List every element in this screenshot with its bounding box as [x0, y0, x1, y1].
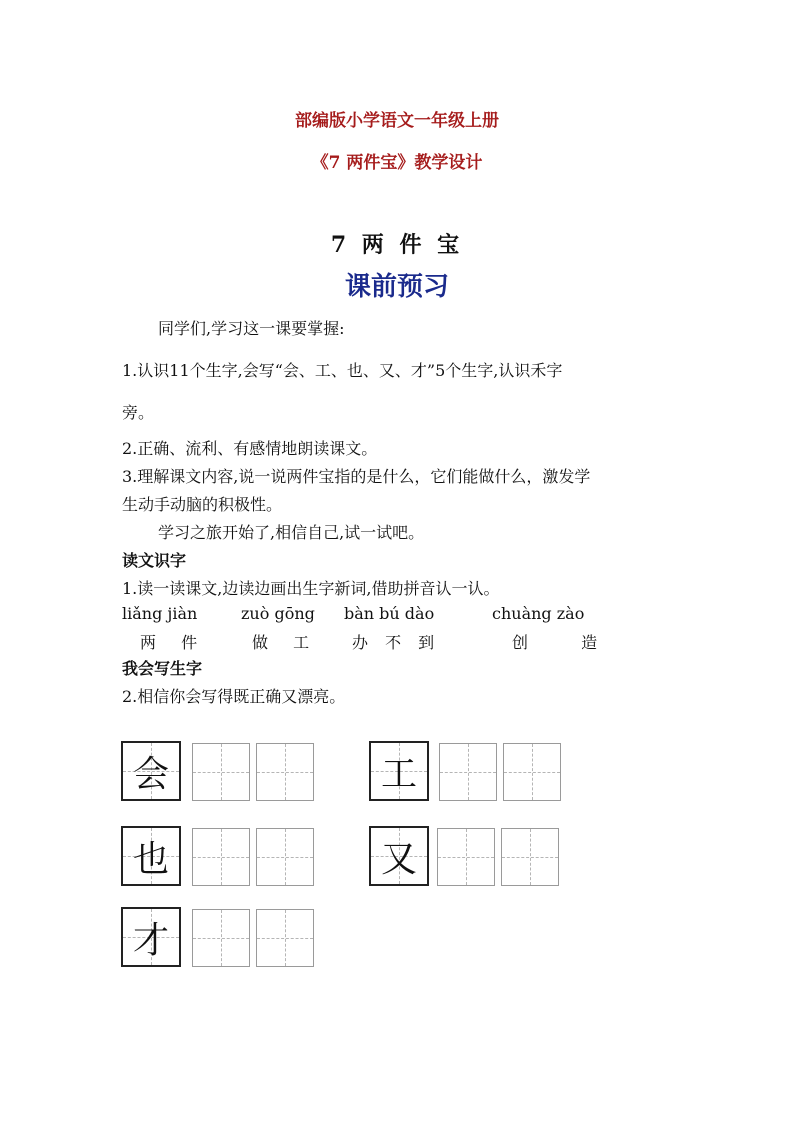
hanzi-zuo-gong: 做 工 — [252, 633, 320, 652]
model-box-gong — [369, 741, 429, 801]
model-box-ye — [121, 826, 181, 886]
practice-box[interactable] — [192, 743, 250, 801]
hanzi-liang-jian: 两 件 — [140, 633, 208, 652]
model-char-gong: 工 — [380, 753, 417, 795]
goal-3-line1: 3.理解课文内容,说一说两件宝指的是什么，它们能做什么，激发学 — [122, 467, 591, 486]
practice-box[interactable] — [501, 828, 559, 886]
model-char-ye: 也 — [132, 838, 169, 880]
practice-box[interactable] — [192, 828, 250, 886]
practice-box[interactable] — [503, 743, 561, 801]
reading-instruction: 1.读一读课文,边读边画出生字新词,借助拼音认一认。 — [122, 579, 500, 598]
practice-box[interactable] — [192, 909, 250, 967]
model-box-hui — [121, 741, 181, 801]
practice-box[interactable] — [256, 909, 314, 967]
model-char-you: 又 — [380, 838, 417, 880]
model-box-cai — [121, 907, 181, 967]
intro-text: 同学们,学习这一课要掌握: — [158, 319, 345, 338]
model-box-you — [369, 826, 429, 886]
lesson-title: 7 两 件 宝 — [330, 232, 464, 258]
model-char-cai: 才 — [132, 919, 169, 961]
reading-heading: 读文识字 — [122, 551, 187, 570]
practice-box[interactable] — [437, 828, 495, 886]
practice-box[interactable] — [256, 743, 314, 801]
section-title: 课前预习 — [344, 272, 449, 302]
practice-box[interactable] — [439, 743, 497, 801]
writing-instruction: 2.相信你会写得既正确又漂亮。 — [122, 687, 346, 706]
goal-2: 2.正确、流利、有感情地朗读课文。 — [122, 439, 378, 458]
pinyin-zuo-gong: zuò gōng — [241, 604, 315, 623]
goal-1-line2: 旁。 — [122, 403, 155, 422]
practice-box[interactable] — [256, 828, 314, 886]
writing-heading: 我会写生字 — [122, 659, 203, 678]
document-header-line2: 《7 两件宝》教学设计 — [311, 153, 483, 173]
goal-1-line1: 1.认识11个生字,会写“会、工、也、又、才”5个生字,认识禾字 — [122, 361, 563, 380]
hanzi-chuang-zao: 创 造 — [512, 633, 622, 652]
pinyin-ban-bu-dao: bàn bú dào — [344, 604, 435, 623]
pinyin-chuang-zao: chuàng zào — [492, 604, 585, 623]
goal-3-line2: 生动手动脑的积极性。 — [122, 495, 283, 514]
document-header-line1: 部编版小学语文一年级上册 — [295, 111, 499, 131]
model-char-hui: 会 — [132, 753, 169, 795]
encourage-text: 学习之旅开始了,相信自己,试一试吧。 — [158, 523, 425, 542]
hanzi-ban-bu-dao: 办 不 到 — [352, 633, 441, 652]
pinyin-liang-jian: liǎng jiàn — [122, 604, 198, 623]
